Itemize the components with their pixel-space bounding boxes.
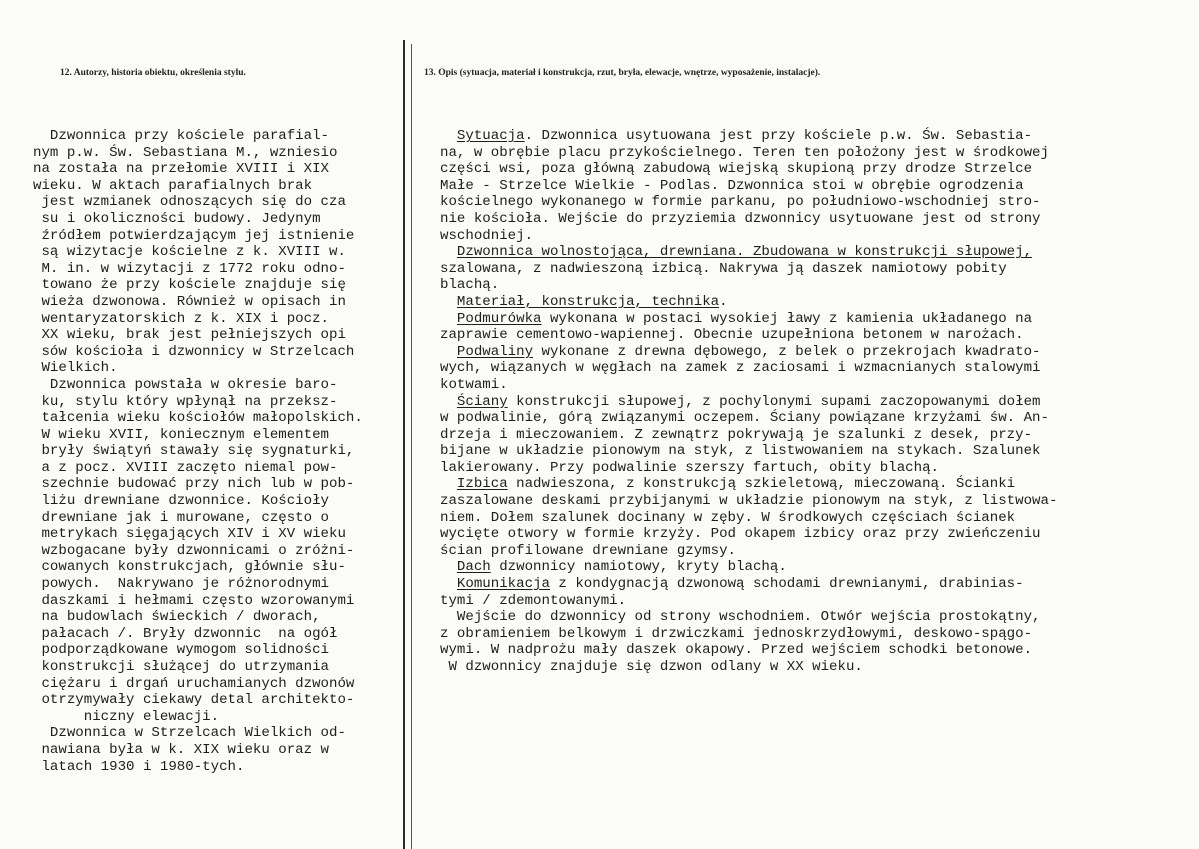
- history-text-column: [33, 128, 403, 775]
- description-text-line: szalowana, z nadwieszoną izbicą. Nakrywa ją daszek namiotowy pobity: [440, 260, 1007, 277]
- paragraph-heading: Podmurówka: [456, 310, 542, 327]
- description-paragraph-first-line: [440, 394, 1196, 411]
- description-paragraph-first-line: [440, 476, 1196, 493]
- history-text-line: konstrukcji służącej do utrzymania: [33, 659, 330, 675]
- description-text-line: wycięte otwory w formie krzyży. Pod okapem izbicy oraz przy zwieńczeniu: [440, 526, 1041, 543]
- description-text-line: Małe - Strzelce Wielkie - Podlas. Dzwonnica stoi w obrębie ogrodzenia: [440, 177, 1024, 194]
- description-paragraph-first-line: [440, 559, 1196, 576]
- history-text-line: ku, stylu który wpłynął na przeksz-: [33, 393, 338, 410]
- history-text-line: wieku. W aktach parafialnych brak: [33, 177, 313, 194]
- description-paragraph-first-line: [440, 344, 1196, 361]
- history-text-line: su i okoliczności budowy. Jedynym: [33, 210, 321, 227]
- history-text-line: otrzymywały ciekawy detal architekto-: [33, 692, 355, 709]
- description-text-line: z obramieniem belkowym i drzwiczkami jednoskrzydłowymi, deskowo-spągo-: [440, 625, 1033, 642]
- paragraph-text: .: [719, 293, 728, 310]
- paragraph-text: dzwonnicy namiotowy, kryty blachą.: [490, 559, 787, 576]
- history-text-line: liżu drewniane dzwonnice. Kościoły: [33, 493, 330, 510]
- paragraph-text: z kondygnacją dzwonową schodami drewnianymi, drabinias-: [549, 576, 1024, 593]
- description-paragraph-first-line: [440, 576, 1196, 593]
- description-paragraph-first-line: [440, 128, 1196, 145]
- history-text-line: drewniane jak i murowane, często o: [33, 509, 330, 526]
- description-text-line: kotwami.: [440, 376, 508, 393]
- history-text-line: cowanych konstrukcjach, głównie słu-: [33, 559, 346, 576]
- history-text-line: jest wzmianek odnoszących się do cza: [33, 194, 346, 211]
- description-text-line: nie kościoła. Wejście do przyziemia dzwonnicy usytuowane jest od strony: [440, 210, 1041, 227]
- description-text-line: drzeja i mieczowaniem. Z zewnątrz pokrywają je szalunki z desek, przy-: [440, 426, 1033, 443]
- description-paragraph-first-line: [440, 294, 1196, 311]
- column-divider: [403, 40, 405, 849]
- paragraph-heading: Izbica: [456, 476, 508, 493]
- column-divider-inner: [411, 44, 412, 849]
- history-text-line: nym p.w. Św. Sebastiana M., wzniesio: [33, 144, 338, 161]
- history-text-line: niczny elewacji.: [33, 708, 220, 725]
- history-text-line: nawiana była w k. XIX wieku oraz w: [33, 741, 330, 758]
- description-text-line: wschodniej.: [440, 227, 534, 244]
- description-text-line: części wsi, poza główną zabudową wiejską skupioną przy drodze Strzelce: [440, 161, 1033, 178]
- description-paragraph-first-line: [440, 244, 1196, 261]
- history-text-line: wentaryzatorskich z k. XIX i pocz.: [33, 310, 330, 327]
- description-text-line: tymi / zdemontowanymi.: [440, 592, 627, 609]
- description-text-line: bijane w układzie pionowym na styk, z listwowaniem na stykach. Szalunek: [440, 443, 1041, 460]
- history-text-line: M. in. w wizytacji z 1772 roku odno-: [33, 260, 346, 277]
- history-text-line: są wizytacje kościelne z k. XVIII w.: [33, 244, 346, 261]
- history-text-line: daszkami i hełmami często wzorowanymi: [33, 592, 355, 609]
- history-text-line: ciężaru i drgań uruchamianych dzwonów: [33, 675, 355, 692]
- history-text-line: Wielkich.: [33, 360, 118, 377]
- paragraph-text: wykonane z drewna dębowego, z belek o przekrojach kwadrato-: [533, 343, 1041, 360]
- description-paragraph-first-line: [440, 609, 1196, 626]
- section-12-heading: 12. Autorzy, historia obiektu, określenia stylu.: [60, 68, 246, 78]
- history-text-line: podporządkowane wymogom solidności: [33, 642, 330, 659]
- history-text-line: latach 1930 i 1980-tych.: [33, 758, 245, 775]
- paragraph-heading: Sytuacja: [456, 128, 525, 144]
- history-text-line: W wieku XVII, koniecznym elementem: [33, 426, 330, 443]
- description-text-line: blachą.: [440, 277, 500, 294]
- paragraph-text: wykonana w postaci wysokiej ławy z kamienia układanego na: [541, 310, 1033, 327]
- history-text-line: powych. Nakrywano je różnorodnymi: [33, 576, 330, 593]
- description-text-line: zaszalowane deskami przybijanymi w układzie pionowym na styk, z listwowa-: [440, 493, 1058, 510]
- paragraph-heading: Podwaliny: [456, 343, 534, 360]
- description-text-line: wymi. W nadprożu mały daszek okapowy. Przed wejściem schodki betonowe.: [440, 642, 1033, 659]
- history-text-line: na została na przełomie XVIII i XIX: [33, 161, 330, 178]
- paragraph-heading: Materiał, konstrukcja, technika: [456, 293, 720, 310]
- paragraph-text: Wejście do dzwonnicy od strony wschodniem. Otwór wejścia prostokątny,: [456, 609, 1041, 626]
- description-text-line: wych, wiązanych w węgłach na zamek z zaciosami i wzmacnianych stalowymi: [440, 360, 1041, 377]
- history-text-line: Dzwonnica przy kościele parafial-: [33, 128, 330, 144]
- description-text-line: W dzwonnicy znajduje się dzwon odlany w XX wieku.: [440, 659, 863, 675]
- history-text-line: wieża dzwonowa. Również w opisach in: [33, 293, 346, 310]
- paragraph-heading: Dach: [456, 559, 491, 576]
- description-paragraph-first-line: [440, 311, 1196, 328]
- description-text-column: [440, 128, 1196, 676]
- history-text-line: a z pocz. XVIII zaczęto niemal pow-: [33, 459, 338, 476]
- paragraph-text: nadwieszona, z konstrukcją szkieletową, mieczowaną. Ścianki: [507, 476, 1016, 493]
- history-text-line: Dzwonnica powstała w okresie baro-: [33, 376, 338, 393]
- description-text-line: niem. Dołem szalunek docinany w zęby. W środkowych częściach ścianek: [440, 509, 1016, 526]
- history-text-line: bryły świątyń stawały się sygnaturki,: [33, 443, 355, 460]
- history-text-line: wzbogacane były dzwonnicami o zróżni-: [33, 542, 355, 559]
- history-text-line: pałacach /. Bryły dzwonnic na ogół: [33, 625, 338, 642]
- section-13-heading: 13. Opis (sytuacja, materiał i konstrukcja, rzut, bryła, elewacje, wnętrze, wyposażenie, instalacje).: [424, 68, 821, 78]
- description-text-line: w podwalinie, górą związanymi oczepem. Ściany powiązane krzyżami św. An-: [440, 410, 1049, 427]
- history-text-line: sów kościoła i dzwonnicy w Strzelcach: [33, 343, 355, 360]
- history-text-line: Dzwonnica w Strzelcach Wielkich od-: [33, 725, 346, 742]
- paragraph-text: konstrukcji słupowej, z pochylonymi supami zaczopowanymi dołem: [507, 393, 1041, 410]
- description-text-line: zaprawie cementowo-wapiennej. Obecnie uzupełniona betonem w narożach.: [440, 327, 1024, 344]
- history-text-line: XX wieku, brak jest pełniejszych opi: [33, 327, 346, 344]
- description-text-line: kościelnego wykonanego w formie parkanu, po południowo-wschodniej stro-: [440, 194, 1041, 211]
- paragraph-heading: Dzwonnica wolnostojąca, drewniana. Zbudowana w konstrukcji słupowej,: [456, 244, 1033, 261]
- history-text-line: szechnie budować przy nich lub w pob-: [33, 476, 355, 493]
- description-text-line: ścian profilowane drewniane gzymsy.: [440, 542, 737, 559]
- description-text-line: na, w obrębie placu przykościelnego. Teren ten położony jest w środkowej: [440, 144, 1049, 161]
- paragraph-text: . Dzwonnica usytuowana jest przy kościele p.w. Św. Sebastia-: [524, 128, 1033, 144]
- history-text-line: towano że przy kościele znajduje się: [33, 277, 346, 294]
- history-text-line: źródłem potwierdzającym jej istnienie: [33, 227, 355, 244]
- paragraph-heading: Komunikacja: [456, 576, 550, 593]
- description-text-line: lakierowany. Przy podwalinie szerszy fartuch, obity blachą.: [440, 459, 939, 476]
- history-text-line: na budowlach świeckich / dworach,: [33, 609, 321, 626]
- history-text-line: metrykach sięgających XIV i XV wieku: [33, 526, 346, 543]
- paragraph-heading: Ściany: [456, 393, 508, 410]
- history-text-line: tałcenia wieku kościołów małopolskich.: [33, 410, 363, 427]
